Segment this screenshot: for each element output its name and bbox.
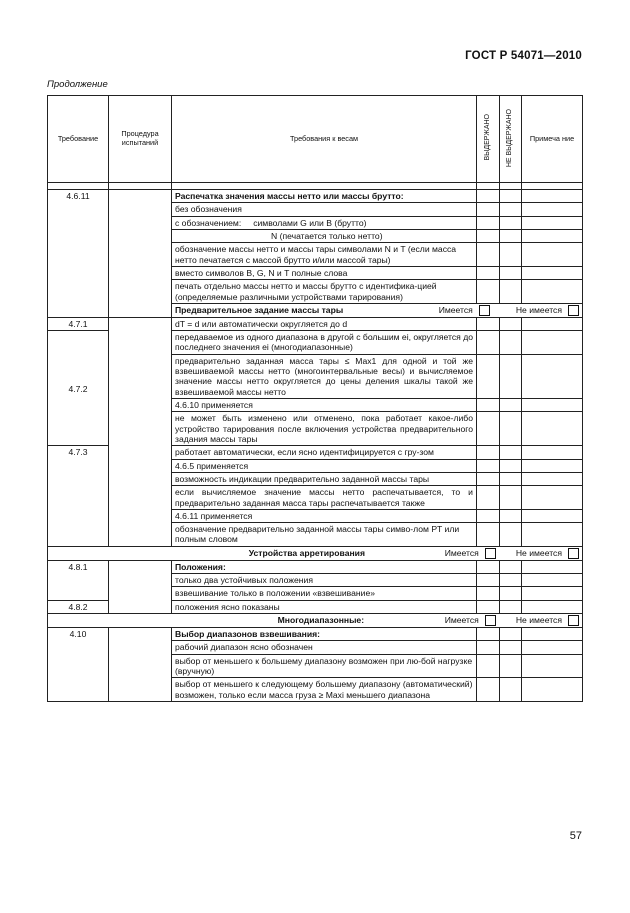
requirement-number: 4.10 xyxy=(48,628,109,702)
passed-cell[interactable] xyxy=(477,600,500,613)
requirement-text: обозначение массы нетто и массы тары символами N и T (если масса нетто печатается с массой брутто и/или массой тары) xyxy=(172,243,477,267)
passed-cell[interactable] xyxy=(477,229,500,242)
note-cell[interactable] xyxy=(522,628,583,641)
failed-cell[interactable] xyxy=(500,317,522,330)
passed-cell[interactable] xyxy=(477,399,500,412)
col-failed: НЕ ВЫДЕРЖАНО xyxy=(500,96,522,183)
option-hasnot-label: Не имеется xyxy=(515,305,562,316)
requirement-text: с обозначением: символами G или B (брутто) xyxy=(172,216,477,229)
option-hasnot-label: Не имеется xyxy=(515,548,562,559)
failed-cell[interactable] xyxy=(500,203,522,216)
requirement-text: 4.6.5 применяется xyxy=(172,459,477,472)
section-header xyxy=(172,303,583,317)
passed-cell[interactable] xyxy=(477,331,500,355)
col-requirement: Требование xyxy=(48,96,109,183)
failed-cell[interactable] xyxy=(500,509,522,522)
passed-cell[interactable] xyxy=(477,678,500,702)
option-has-label: Имеется xyxy=(438,305,473,316)
requirement-text: рабочий диапазон ясно обозначен xyxy=(172,641,477,654)
section-title: Распечатка значения массы нетто или массы брутто: xyxy=(172,190,477,203)
failed-cell[interactable] xyxy=(500,446,522,459)
passed-cell[interactable] xyxy=(477,641,500,654)
failed-cell[interactable] xyxy=(500,190,522,203)
note-cell[interactable] xyxy=(522,600,583,613)
hasnot-checkbox[interactable] xyxy=(568,548,579,559)
requirement-number: 4.7.2 xyxy=(48,331,109,446)
passed-cell[interactable] xyxy=(477,412,500,446)
has-checkbox[interactable] xyxy=(485,548,496,559)
failed-cell[interactable] xyxy=(500,331,522,355)
failed-cell[interactable] xyxy=(500,600,522,613)
failed-cell[interactable] xyxy=(500,243,522,267)
requirement-text: положения ясно показаны xyxy=(172,600,477,613)
note-cell[interactable] xyxy=(522,216,583,229)
requirement-text: возможность индикации предварительно заданной массы тары xyxy=(172,472,477,485)
passed-cell[interactable] xyxy=(477,523,500,547)
requirement-text: только два устойчивых положения xyxy=(172,574,477,587)
col-note: Примеча ние xyxy=(522,96,583,183)
passed-cell[interactable] xyxy=(477,354,500,398)
requirement-text: 4.6.11 применяется xyxy=(172,509,477,522)
col-scale-requirements: Требования к весам xyxy=(172,96,477,183)
failed-cell[interactable] xyxy=(500,280,522,304)
note-cell[interactable] xyxy=(522,266,583,279)
note-cell[interactable] xyxy=(522,280,583,304)
table-row xyxy=(48,546,583,560)
passed-cell[interactable] xyxy=(477,216,500,229)
requirement-text: если вычисляемое значение массы нетто распечатывается, то и предварительно заданная масса тары распечатывается также xyxy=(172,486,477,510)
failed-cell[interactable] xyxy=(500,587,522,600)
passed-cell[interactable] xyxy=(477,654,500,678)
col-passed: ВЫДЕРЖАНО xyxy=(477,96,500,183)
spacer-row xyxy=(48,183,583,190)
requirement-text: работает автоматически, если ясно идентифицируется с гру-зом xyxy=(172,446,477,459)
procedure-cell xyxy=(109,317,172,546)
continuation-label: Продолжение xyxy=(47,79,108,90)
hasnot-checkbox[interactable] xyxy=(568,615,579,626)
procedure-cell xyxy=(109,560,172,613)
passed-cell[interactable] xyxy=(477,628,500,641)
requirement-number: 4.7.3 xyxy=(48,446,109,547)
subsection-title: Положения: xyxy=(172,560,477,573)
section-title: Многодиапазонные: xyxy=(277,615,365,626)
note-cell[interactable] xyxy=(522,243,583,267)
requirement-text: выбор от меньшего к следующему большему диапазону (автоматический) возможен, только если масса груза ≥ Maxi меньшего диапазона xyxy=(172,678,477,702)
failed-cell[interactable] xyxy=(500,412,522,446)
failed-cell[interactable] xyxy=(500,574,522,587)
note-cell[interactable] xyxy=(522,560,583,573)
note-cell[interactable] xyxy=(522,574,583,587)
note-cell[interactable] xyxy=(522,678,583,702)
table-row xyxy=(48,317,583,330)
option-hasnot-label: Не имеется xyxy=(515,615,562,626)
section-header xyxy=(48,546,583,560)
note-cell[interactable] xyxy=(522,229,583,242)
failed-cell[interactable] xyxy=(500,472,522,485)
note-cell[interactable] xyxy=(522,190,583,203)
passed-cell[interactable] xyxy=(477,459,500,472)
passed-cell[interactable] xyxy=(477,472,500,485)
standard-number: ГОСТ Р 54071—2010 xyxy=(465,50,582,62)
requirement-number: 4.6.11 xyxy=(48,190,109,318)
procedure-cell xyxy=(109,628,172,702)
note-cell[interactable] xyxy=(522,412,583,446)
failed-cell[interactable] xyxy=(500,523,522,547)
requirement-text: dT = d или автоматически округляется до d xyxy=(172,317,477,330)
note-cell[interactable] xyxy=(522,399,583,412)
table-row xyxy=(48,628,583,641)
passed-cell[interactable] xyxy=(477,587,500,600)
passed-cell[interactable] xyxy=(477,280,500,304)
passed-cell[interactable] xyxy=(477,203,500,216)
section-title: Устройства арретирования xyxy=(248,548,365,559)
page-number: 57 xyxy=(569,830,582,842)
passed-cell[interactable] xyxy=(477,509,500,522)
failed-cell[interactable] xyxy=(500,266,522,279)
failed-cell[interactable] xyxy=(500,399,522,412)
note-cell[interactable] xyxy=(522,331,583,355)
passed-cell[interactable] xyxy=(477,560,500,573)
requirement-text: печать отдельно массы нетто и массы брутто с идентифика-цией (определяемые различными устройствами тарирования) xyxy=(172,280,477,304)
requirement-text: не может быть изменено или отменено, пока работает какое-либо устройство тарирования после включения устройства предварительного задания массы тары xyxy=(172,412,477,446)
failed-cell[interactable] xyxy=(500,216,522,229)
note-cell[interactable] xyxy=(522,486,583,510)
failed-cell[interactable] xyxy=(500,641,522,654)
table-row xyxy=(48,560,583,573)
failed-cell[interactable] xyxy=(500,459,522,472)
failed-cell[interactable] xyxy=(500,354,522,398)
note-cell[interactable] xyxy=(522,203,583,216)
has-checkbox[interactable] xyxy=(479,305,490,316)
requirement-number: 4.8.1 xyxy=(48,560,109,600)
requirement-text: передаваемое из одного диапазона в другой с большим ei, округляется до последнего значения ei (многодиапазонные) xyxy=(172,331,477,355)
passed-cell[interactable] xyxy=(477,190,500,203)
requirement-text: вместо символов B, G, N и T полные слова xyxy=(172,266,477,279)
requirement-text: предварительно заданная масса тары ≤ Max1 для одной и той же взвешиваемой массы нетто (многоинтервальные весы) и вычисляемое значение массы нетто округляется до цены деления шкалы такой же взвешиваемой массы нетто xyxy=(172,354,477,398)
col-test-procedure: Процедура испытаний xyxy=(109,96,172,183)
requirement-number: 4.8.2 xyxy=(48,600,109,613)
note-cell[interactable] xyxy=(522,354,583,398)
table-row xyxy=(48,614,583,628)
procedure-cell xyxy=(109,190,172,318)
requirement-text: взвешивание только в положении «взвешивание» xyxy=(172,587,477,600)
note-cell[interactable] xyxy=(522,317,583,330)
note-cell[interactable] xyxy=(522,654,583,678)
note-cell[interactable] xyxy=(522,523,583,547)
failed-cell[interactable] xyxy=(500,654,522,678)
failed-cell[interactable] xyxy=(500,560,522,573)
option-has-label: Имеется xyxy=(444,615,479,626)
note-cell[interactable] xyxy=(522,587,583,600)
passed-cell[interactable] xyxy=(477,446,500,459)
section-header xyxy=(48,614,583,628)
failed-cell[interactable] xyxy=(500,628,522,641)
note-cell[interactable] xyxy=(522,509,583,522)
requirement-text: выбор от меньшего к большему диапазону возможен при лю-бой нагрузке (вручную) xyxy=(172,654,477,678)
note-cell[interactable] xyxy=(522,641,583,654)
section-title: Предварительное задание массы тары xyxy=(175,305,344,316)
passed-cell[interactable] xyxy=(477,266,500,279)
subsection-title: Выбор диапазонов взвешивания: xyxy=(172,628,477,641)
note-cell[interactable] xyxy=(522,446,583,459)
requirement-text: обозначение предварительно заданной массы тары симво-лом PT или полным словом xyxy=(172,523,477,547)
requirement-text: 4.6.10 применяется xyxy=(172,399,477,412)
failed-cell[interactable] xyxy=(500,486,522,510)
requirement-number: 4.7.1 xyxy=(48,317,109,330)
has-checkbox[interactable] xyxy=(485,615,496,626)
table-header-row xyxy=(48,96,583,183)
passed-cell[interactable] xyxy=(477,243,500,267)
passed-cell[interactable] xyxy=(477,317,500,330)
failed-cell[interactable] xyxy=(500,229,522,242)
note-cell[interactable] xyxy=(522,472,583,485)
requirement-text: N (печатается только нетто) xyxy=(172,229,477,242)
hasnot-checkbox[interactable] xyxy=(568,305,579,316)
option-has-label: Имеется xyxy=(444,548,479,559)
passed-cell[interactable] xyxy=(477,486,500,510)
requirements-table xyxy=(47,95,583,702)
passed-cell[interactable] xyxy=(477,574,500,587)
table-row xyxy=(48,190,583,203)
note-cell[interactable] xyxy=(522,459,583,472)
failed-cell[interactable] xyxy=(500,678,522,702)
requirement-text: без обозначения xyxy=(172,203,477,216)
